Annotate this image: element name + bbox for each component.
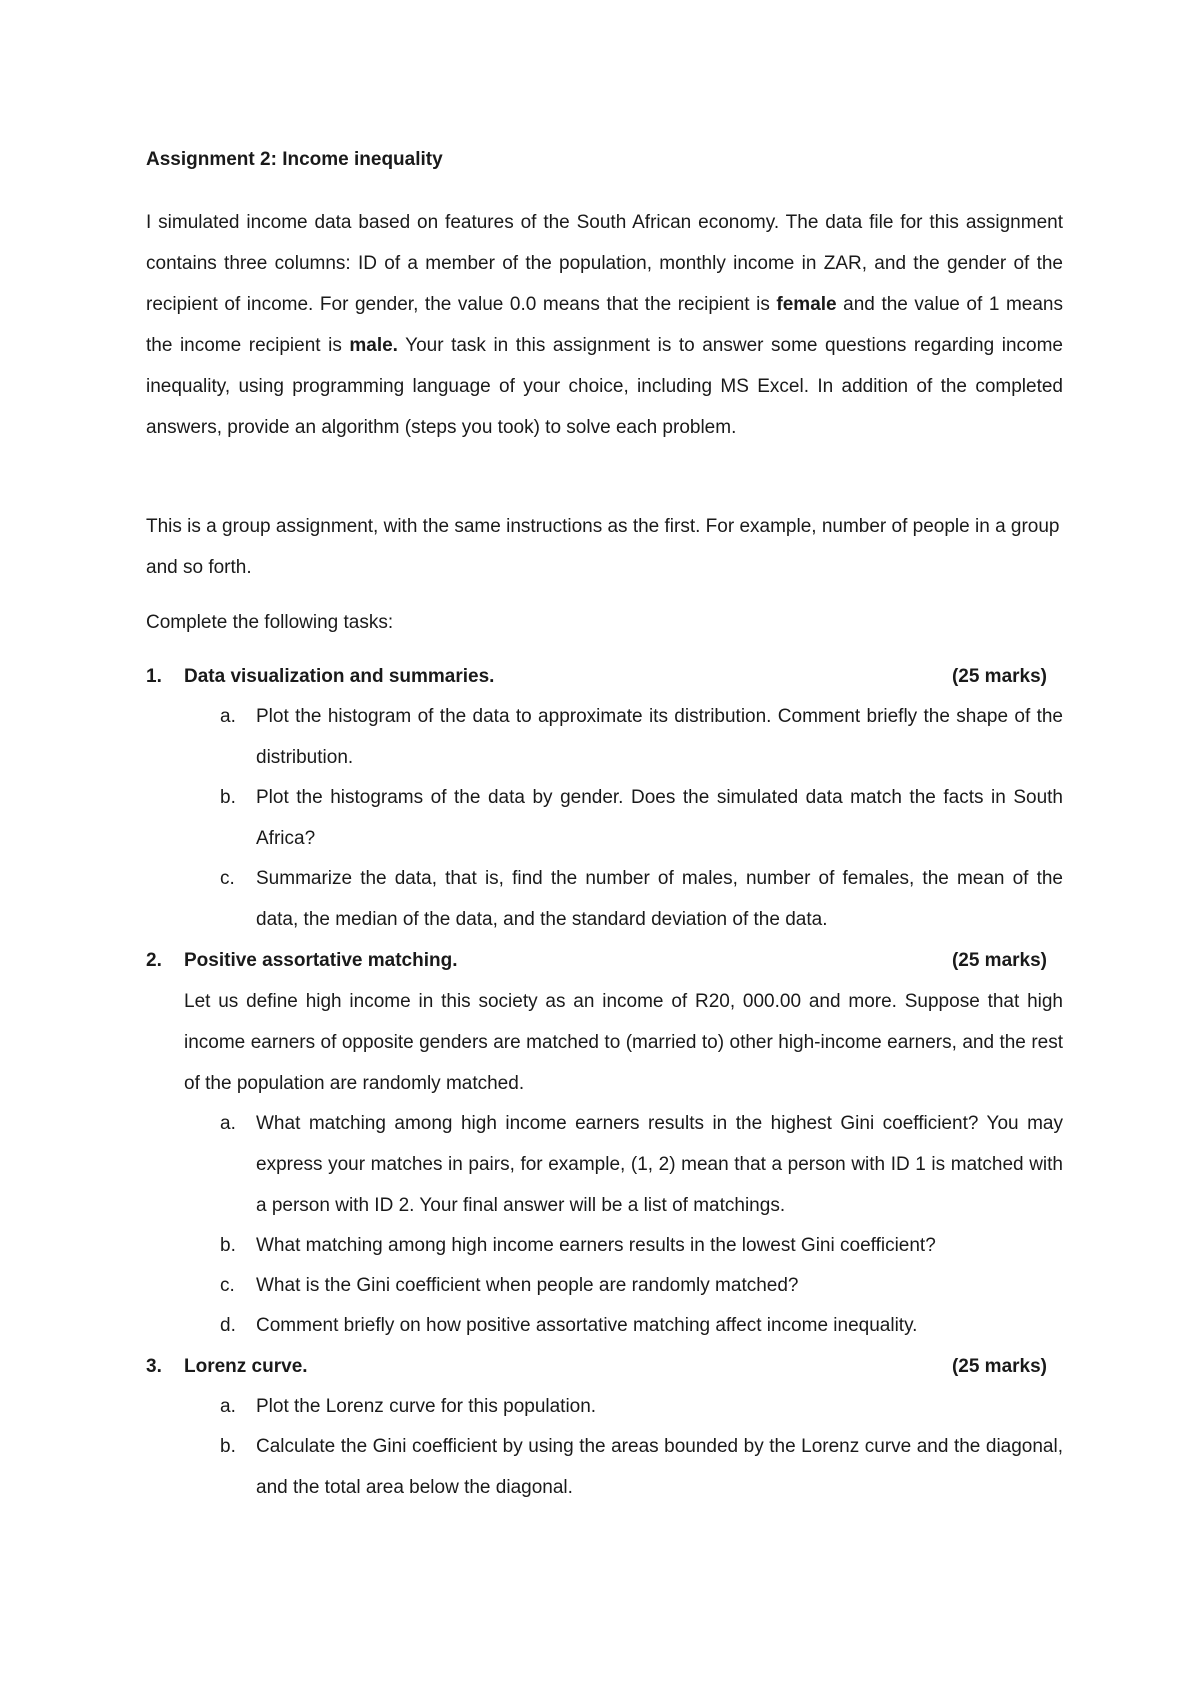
task-item — [146, 1386, 1063, 1427]
page-title: Assignment 2: Income inequality — [146, 149, 443, 170]
female-term: female — [776, 294, 837, 315]
task-3 — [146, 1346, 1063, 1508]
item-text: Comment briefly on how positive assortative matching affect income inequality. — [256, 1315, 918, 1336]
item-label: b. — [220, 1235, 236, 1256]
task-marks: (25 marks) — [951, 1356, 1047, 1377]
item-text: Calculate the Gini coefficient by using the areas bounded by the Lorenz curve and the diagonal, and the total area below the diagonal. — [256, 1436, 1063, 1498]
tasks-intro: Complete the following tasks: — [146, 612, 394, 633]
item-text: What matching among high income earners results in the highest Gini coefficient? You may express your matches in pairs, for example, (1, 2) mean that a person with ID 1 is matched with a person with ID 2. Your final answer will be a list of matchings. — [256, 1113, 1063, 1216]
task-item — [146, 777, 1063, 859]
task-item — [146, 1426, 1063, 1508]
task-title: Lorenz curve. — [184, 1356, 308, 1377]
intro-paragraph — [146, 202, 1063, 448]
task-item — [146, 858, 1063, 940]
task-item — [146, 1103, 1063, 1226]
task-title: Positive assortative matching. — [184, 950, 458, 971]
item-label: d. — [220, 1315, 236, 1336]
task-number: 3. — [146, 1356, 162, 1377]
item-text: Summarize the data, that is, find the number of males, number of females, the mean of the data, the median of the data, and the standard deviation of the data. — [256, 868, 1063, 930]
task-list — [146, 656, 1063, 1508]
task-item — [146, 1265, 1063, 1306]
item-text: Plot the histogram of the data to approximate its distribution. Comment briefly the shape of the distribution. — [256, 706, 1063, 768]
item-text: Plot the Lorenz curve for this population. — [256, 1396, 597, 1417]
task-marks: (25 marks) — [951, 666, 1047, 687]
item-label: b. — [220, 1436, 236, 1457]
task-heading — [146, 1346, 1063, 1387]
item-label: c. — [220, 868, 235, 889]
task-heading — [146, 656, 1063, 697]
male-term: male. — [349, 335, 398, 356]
item-label: a. — [220, 706, 236, 727]
task-marks: (25 marks) — [951, 950, 1047, 971]
intro-part-3: Your task in this assignment is to answer some questions regarding income inequality, using programming language of your choice, including MS Excel. In addition of the completed answers, provide an algorithm (steps you took) to solve each problem. — [146, 335, 1063, 438]
task-title: Data visualization and summaries. — [184, 666, 495, 687]
task-item — [146, 1225, 1063, 1266]
task-number: 2. — [146, 950, 162, 971]
item-text: What matching among high income earners results in the lowest Gini coefficient? — [256, 1235, 936, 1256]
task-item — [146, 1305, 1063, 1346]
intro-part-1: I simulated income data based on features of the South African economy. The data file for this assignment contains three columns: ID of a member of the population, monthly income in ZAR, and the gender of the recipient of income. For gender, the value 0.0 means that the recipient is — [146, 212, 1063, 315]
task-1 — [146, 656, 1063, 940]
item-text: What is the Gini coefficient when people are randomly matched? — [256, 1275, 799, 1296]
item-label: a. — [220, 1113, 236, 1134]
item-label: c. — [220, 1275, 235, 1296]
task-description: Let us define high income in this society as an income of R20, 000.00 and more. Suppose that high income earners of opposite genders are matched to (married to) other high-income earners, and the rest of the population are randomly matched. — [184, 991, 1063, 1094]
group-note: This is a group assignment, with the same instructions as the first. For example, number of people in a group and so forth. — [146, 516, 1060, 578]
item-text: Plot the histograms of the data by gender. Does the simulated data match the facts in South Africa? — [256, 787, 1063, 849]
task-2 — [146, 940, 1063, 1346]
item-label: a. — [220, 1396, 236, 1417]
task-heading — [146, 940, 1063, 981]
intro-part-2: and the value of 1 means the income recipient is — [146, 294, 1063, 356]
task-item — [146, 696, 1063, 778]
item-label: b. — [220, 787, 236, 808]
task-number: 1. — [146, 666, 162, 687]
